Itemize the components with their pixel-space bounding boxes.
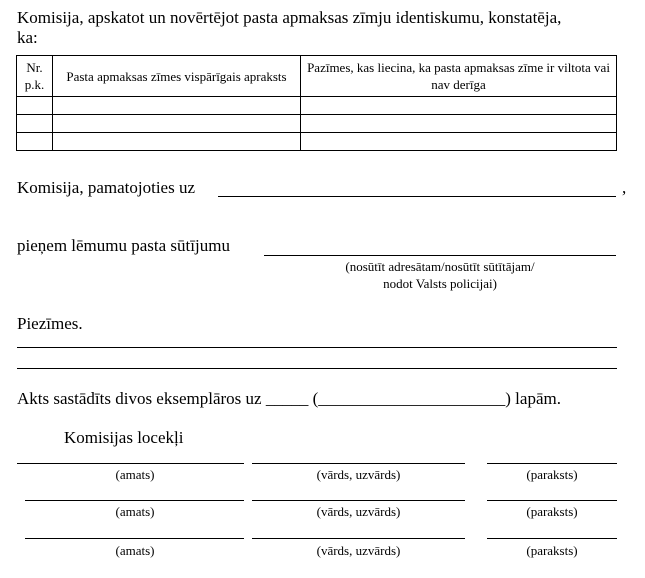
position-line[interactable] — [25, 500, 244, 501]
position-line[interactable] — [25, 538, 244, 539]
table-row — [17, 133, 617, 151]
table-cell[interactable] — [17, 133, 53, 151]
intro-paragraph — [17, 8, 561, 48]
notes-line-2[interactable] — [17, 368, 617, 369]
table-cell[interactable] — [53, 115, 301, 133]
notes-line-1[interactable] — [17, 347, 617, 348]
name-line[interactable] — [252, 538, 465, 539]
position-line[interactable] — [17, 463, 244, 464]
header-signs: Pazīmes, kas liecina, ka pasta apmaksas zīme ir viltota vai nav derīga — [301, 56, 617, 97]
name-line[interactable] — [252, 500, 465, 501]
basis-label: Komisija, pamatojoties uz — [17, 178, 195, 197]
name-caption: (vārds, uzvārds) — [316, 467, 401, 482]
signature-line[interactable] — [487, 463, 617, 464]
table-cell[interactable] — [53, 97, 301, 115]
table-row — [17, 97, 617, 115]
header-description: Pasta apmaksas zīmes vispārīgais apraksts — [53, 56, 301, 97]
act-prefix: Akts sastādīts divos eksemplāros uz — [17, 389, 262, 408]
header-nr: Nr. p.k. — [17, 56, 53, 97]
decision-hint-line2: nodot Valsts policijai) — [383, 276, 497, 291]
position-caption: (amats) — [115, 543, 155, 558]
table-cell[interactable] — [301, 115, 617, 133]
name-caption: (vārds, uzvārds) — [316, 504, 401, 519]
notes-label: Piezīmes. — [17, 314, 83, 333]
table-header-row — [17, 56, 617, 97]
signature-caption: (paraksts) — [526, 543, 578, 558]
intro-text-continuation: ka: — [17, 28, 38, 47]
act-statement — [17, 389, 561, 409]
table-cell[interactable] — [301, 133, 617, 151]
position-caption: (amats) — [115, 504, 155, 519]
findings-table — [16, 55, 617, 151]
signature-line[interactable] — [487, 538, 617, 539]
table-row — [17, 115, 617, 133]
signature-line[interactable] — [487, 500, 617, 501]
decision-input-line[interactable] — [264, 255, 616, 256]
name-line[interactable] — [252, 463, 465, 464]
decision-label: pieņem lēmumu pasta sūtījumu — [17, 236, 230, 255]
position-caption: (amats) — [115, 467, 155, 482]
act-pages-count-blank[interactable]: _____ — [265, 389, 309, 408]
basis-input-line[interactable] — [218, 196, 616, 197]
signature-caption: (paraksts) — [526, 467, 578, 482]
decision-hint-line1: (nosūtīt adresātam/nosūtīt sūtītājam/ — [345, 259, 535, 274]
intro-text: Komisija, apskatot un novērtējot pasta apmaksas zīmju identiskumu, konstatēja, — [17, 8, 562, 27]
signature-caption: (paraksts) — [526, 504, 578, 519]
basis-trailing-comma: , — [622, 178, 627, 197]
members-label: Komisijas locekļi — [64, 428, 184, 447]
act-paren-open: ( — [312, 389, 319, 408]
table-cell[interactable] — [53, 133, 301, 151]
table-cell[interactable] — [17, 115, 53, 133]
table-cell[interactable] — [17, 97, 53, 115]
decision-hint — [264, 258, 616, 292]
table-cell[interactable] — [301, 97, 617, 115]
act-suffix: ) lapām. — [505, 389, 561, 408]
name-caption: (vārds, uzvārds) — [316, 543, 401, 558]
act-pages-words-blank[interactable]: ______________________ — [318, 389, 506, 408]
